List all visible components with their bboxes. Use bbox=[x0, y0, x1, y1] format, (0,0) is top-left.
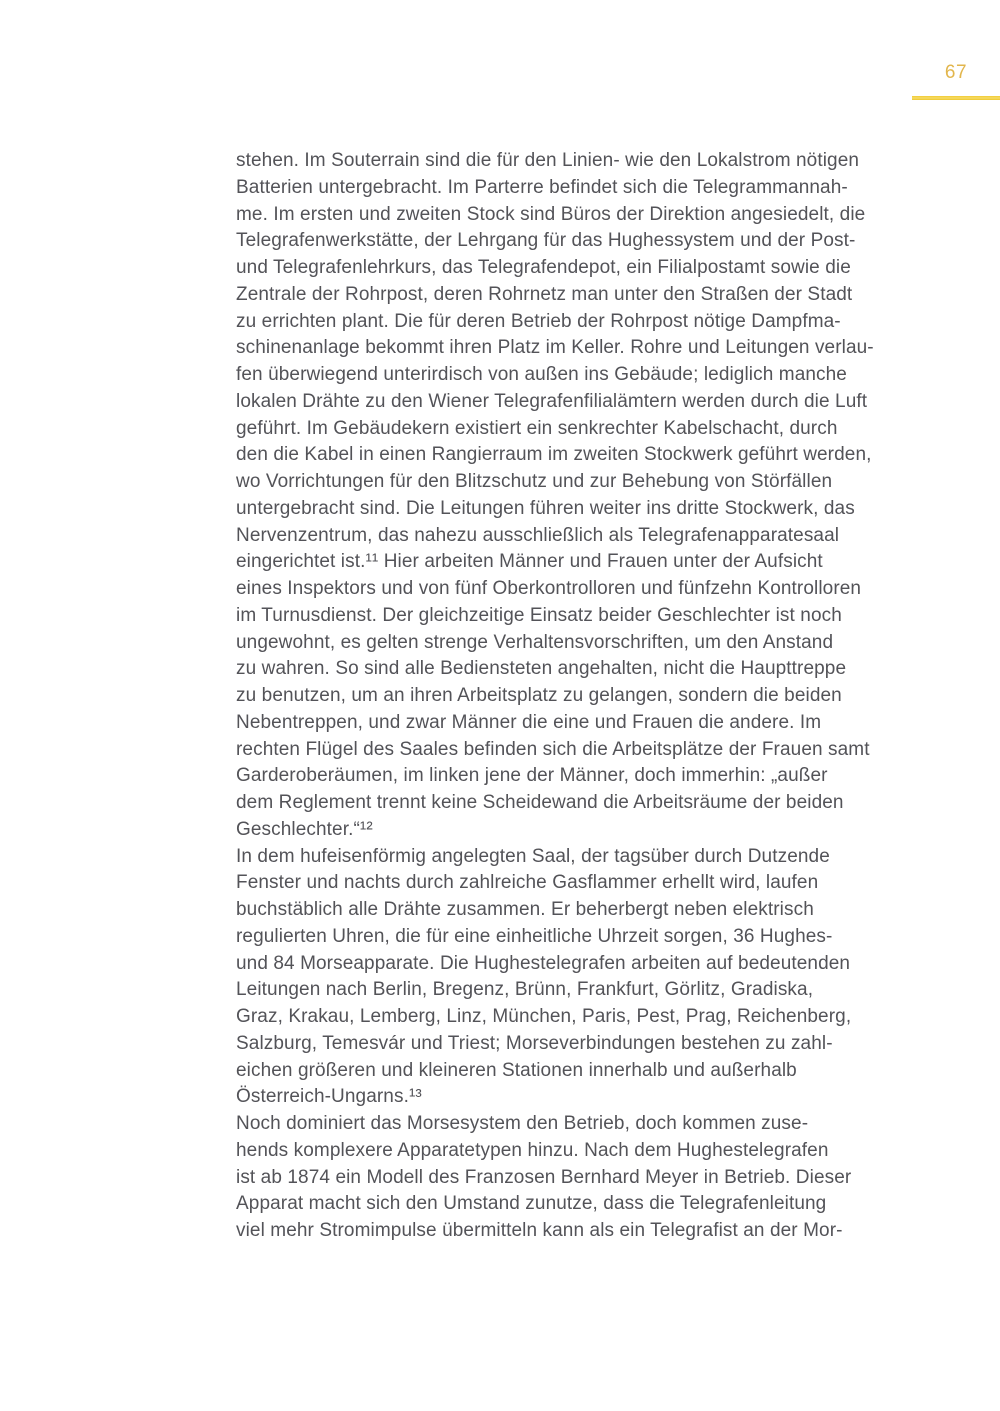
text-line: den die Kabel in einen Rangierraum im zweiten Stockwerk geführt werden, bbox=[236, 444, 872, 466]
text-line: Batterien untergebracht. Im Parterre befindet sich die Telegrammannah- bbox=[236, 176, 848, 198]
text-line: wo Vorrichtungen für den Blitzschutz und zur Behebung von Störfällen bbox=[236, 471, 833, 492]
text-line: eines Inspektors und von fünf Oberkontrolloren und fünfzehn Kontrolloren bbox=[236, 578, 862, 599]
text-line: Graz, Krakau, Lemberg, Linz, München, Paris, Pest, Prag, Reichenberg, bbox=[236, 1006, 852, 1027]
text-line: In dem hufeisenförmig angelegten Saal, der tagsüber durch Dutzende bbox=[236, 845, 830, 867]
page-number: 67 bbox=[944, 62, 968, 83]
text-line: im Turnusdienst. Der gleichzeitige Einsatz beider Geschlechter ist noch bbox=[236, 604, 842, 626]
text-line: rechten Flügel des Saales befinden sich die Arbeitsplätze der Frauen samt bbox=[236, 738, 870, 760]
text-line: Telegrafenwerkstätte, der Lehrgang für das Hughessystem und der Post- bbox=[236, 230, 856, 252]
text-line: hends komplexere Apparatetypen hinzu. Nach dem Hughestelegrafen bbox=[236, 1139, 829, 1161]
text-line: und 84 Morseapparate. Die Hughestelegrafen arbeiten auf bedeutenden bbox=[236, 952, 851, 974]
text-line: Noch dominiert das Morsesystem den Betrieb, doch kommen zuse- bbox=[236, 1113, 809, 1134]
text-line: stehen. Im Souterrain sind die für den Linien- wie den Lokalstrom nötigen bbox=[236, 150, 860, 171]
text-line: Fenster und nachts durch zahlreiche Gasflammer erhellt wird, laufen bbox=[236, 872, 819, 894]
text-line: me. Im ersten und zweiten Stock sind Büros der Direktion angesiedelt, die bbox=[236, 203, 866, 225]
text-line: Nervenzentrum, das nahezu ausschließlich als Telegrafenapparatesaal bbox=[236, 524, 840, 546]
text-line: Garderoberäumen, im linken jene der Männer, doch immerhin: „außer bbox=[236, 765, 828, 787]
header-rule bbox=[912, 96, 1000, 100]
text-line: buchstäblich alle Drähte zusammen. Er beherbergt neben elektrisch bbox=[236, 899, 814, 920]
text-line: fen überwiegend unterirdisch von außen ins Gebäude; lediglich manche bbox=[236, 364, 847, 385]
text-line: Geschlechter.“¹² bbox=[236, 818, 373, 840]
text-line: dem Reglement trennt keine Scheidewand die Arbeitsräume der beiden bbox=[236, 792, 844, 813]
paragraph bbox=[236, 844, 916, 1112]
text-line: Salzburg, Temesvár und Triest; Morseverbindungen bestehen zu zahl- bbox=[236, 1032, 833, 1054]
text-line: lokalen Drähte zu den Wiener Telegrafenfilialämtern werden durch die Luft bbox=[236, 390, 868, 412]
text-line: Nebentreppen, und zwar Männer die eine und Frauen die andere. Im bbox=[236, 711, 822, 733]
body-text bbox=[236, 148, 916, 1245]
paragraph bbox=[236, 148, 916, 844]
text-line: regulierten Uhren, die für eine einheitliche Uhrzeit sorgen, 36 Hughes- bbox=[236, 925, 833, 947]
text-line: eingerichtet ist.¹¹ Hier arbeiten Männer und Frauen unter der Aufsicht bbox=[236, 551, 823, 573]
text-line: und Telegrafenlehrkurs, das Telegrafendepot, ein Filialpostamt sowie die bbox=[236, 257, 851, 278]
text-line: Leitungen nach Berlin, Bregenz, Brünn, Frankfurt, Görlitz, Gradiska, bbox=[236, 979, 814, 1001]
paragraph bbox=[236, 1111, 916, 1245]
text-line: viel mehr Stromimpulse übermitteln kann als ein Telegrafist an der Mor- bbox=[236, 1220, 843, 1241]
text-line: ungewohnt, es gelten strenge Verhaltensvorschriften, um den Anstand bbox=[236, 631, 834, 653]
text-line: zu wahren. So sind alle Bediensteten angehalten, nicht die Haupttreppe bbox=[236, 658, 847, 680]
text-line: schinenanlage bekommt ihren Platz im Keller. Rohre und Leitungen verlau- bbox=[236, 337, 874, 359]
text-line: untergebracht sind. Die Leitungen führen weiter ins dritte Stockwerk, das bbox=[236, 497, 855, 519]
text-line: Österreich-Ungarns.¹³ bbox=[236, 1086, 422, 1108]
text-line: zu errichten plant. Die für deren Betrieb der Rohrpost nötige Dampfma- bbox=[236, 310, 841, 332]
text-line: ist ab 1874 ein Modell des Franzosen Bernhard Meyer in Betrieb. Dieser bbox=[236, 1166, 852, 1188]
text-line: Apparat macht sich den Umstand zunutze, dass die Telegrafenleitung bbox=[236, 1193, 827, 1215]
text-line: zu benutzen, um an ihren Arbeitsplatz zu gelangen, sondern die beiden bbox=[236, 685, 842, 706]
text-line: eichen größeren und kleineren Stationen innerhalb und außerhalb bbox=[236, 1059, 797, 1081]
text-line: geführt. Im Gebäudekern existiert ein senkrechter Kabelschacht, durch bbox=[236, 417, 838, 439]
text-line: Zentrale der Rohrpost, deren Rohrnetz man unter den Straßen der Stadt bbox=[236, 283, 853, 305]
